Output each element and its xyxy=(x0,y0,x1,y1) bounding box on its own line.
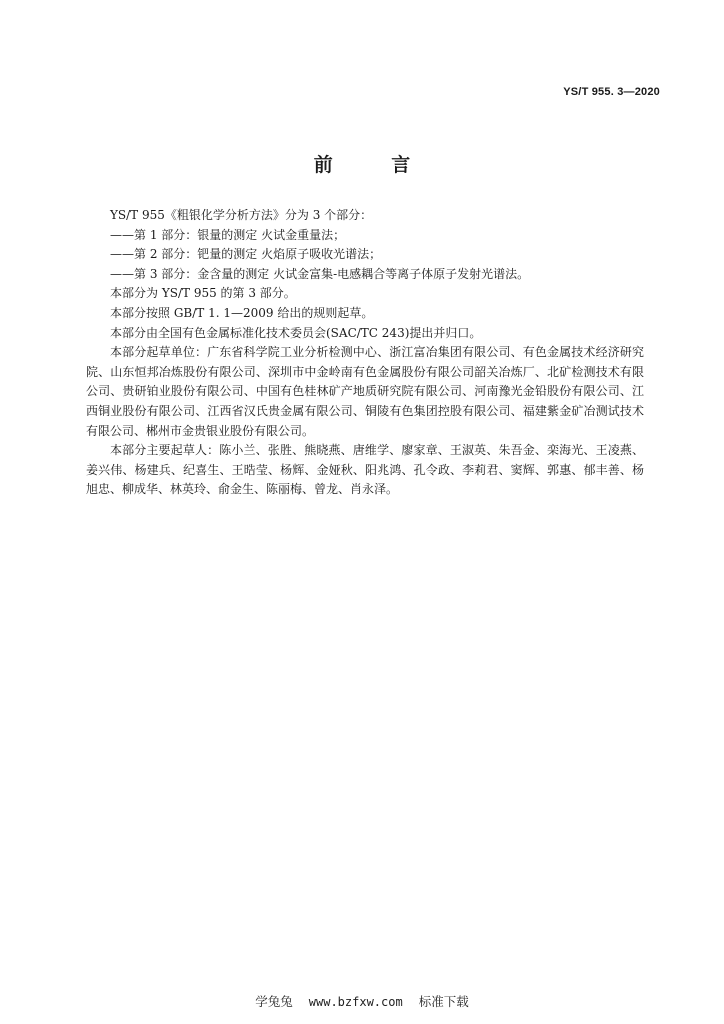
drafting-units: 本部分起草单位：广东省科学院工业分析检测中心、浙江富冶集团有限公司、有色金属技术经济研究院、山东恒邦冶炼股份有限公司、深圳市中金岭南有色金属股份有限公司韶关冶炼厂、北矿检测技术有限公司、贵研铂业股份有限公司、中国有色桂林矿产地质研究院有限公司、河南豫光金铅股份有限公司、江西铜业股份有限公司、江西省汉氏贵金属有限公司、铜陵有色集团控股有限公司、福建紫金矿冶测试技术有限公司、郴州市金贵银业股份有限公司。 xyxy=(86,345,644,438)
proposer-statement: 本部分由全国有色金属标准化技术委员会(SAC/TC 243)提出并归口。 xyxy=(110,325,482,340)
drafting-rules: 本部分按照 GB/T 1. 1—2009 给出的规则起草。 xyxy=(110,305,374,320)
footer-brand: 学兔兔 xyxy=(255,994,293,1009)
foreword-body xyxy=(86,206,644,500)
part-statement: 本部分为 YS/T 955 的第 3 部分。 xyxy=(110,286,296,301)
part-2-item: ——第 2 部分：钯量的测定 火焰原子吸收光谱法； xyxy=(110,247,382,262)
page-title: 前 言 xyxy=(313,154,437,176)
part-1-item: ——第 1 部分：银量的测定 火试金重量法； xyxy=(110,227,346,242)
footer-watermark xyxy=(0,992,724,1010)
part-3-item: ——第 3 部分：金含量的测定 火试金富集-电感耦合等离子体原子发射光谱法。 xyxy=(110,266,530,281)
footer-site-link[interactable]: www.bzfxw.com xyxy=(308,995,403,1009)
main-drafters: 本部分主要起草人：陈小兰、张胜、熊晓燕、唐维学、廖家章、王淑英、朱吾金、栾海光、王凌燕、姜兴伟、杨建兵、纪喜生、王晧莹、杨辉、金娅秋、阳兆鸿、孔令政、李莉君、窦辉、郭惠、郁丰善、杨旭忠、柳成华、林英玲、俞金生、陈丽梅、曾龙、肖永泽。 xyxy=(86,443,644,497)
standard-code: YS/T 955. 3—2020 xyxy=(563,86,660,98)
footer-tagline: 标准下载 xyxy=(418,994,469,1009)
parts-intro: YS/T 955《粗银化学分析方法》分为 3 个部分： xyxy=(110,208,373,222)
